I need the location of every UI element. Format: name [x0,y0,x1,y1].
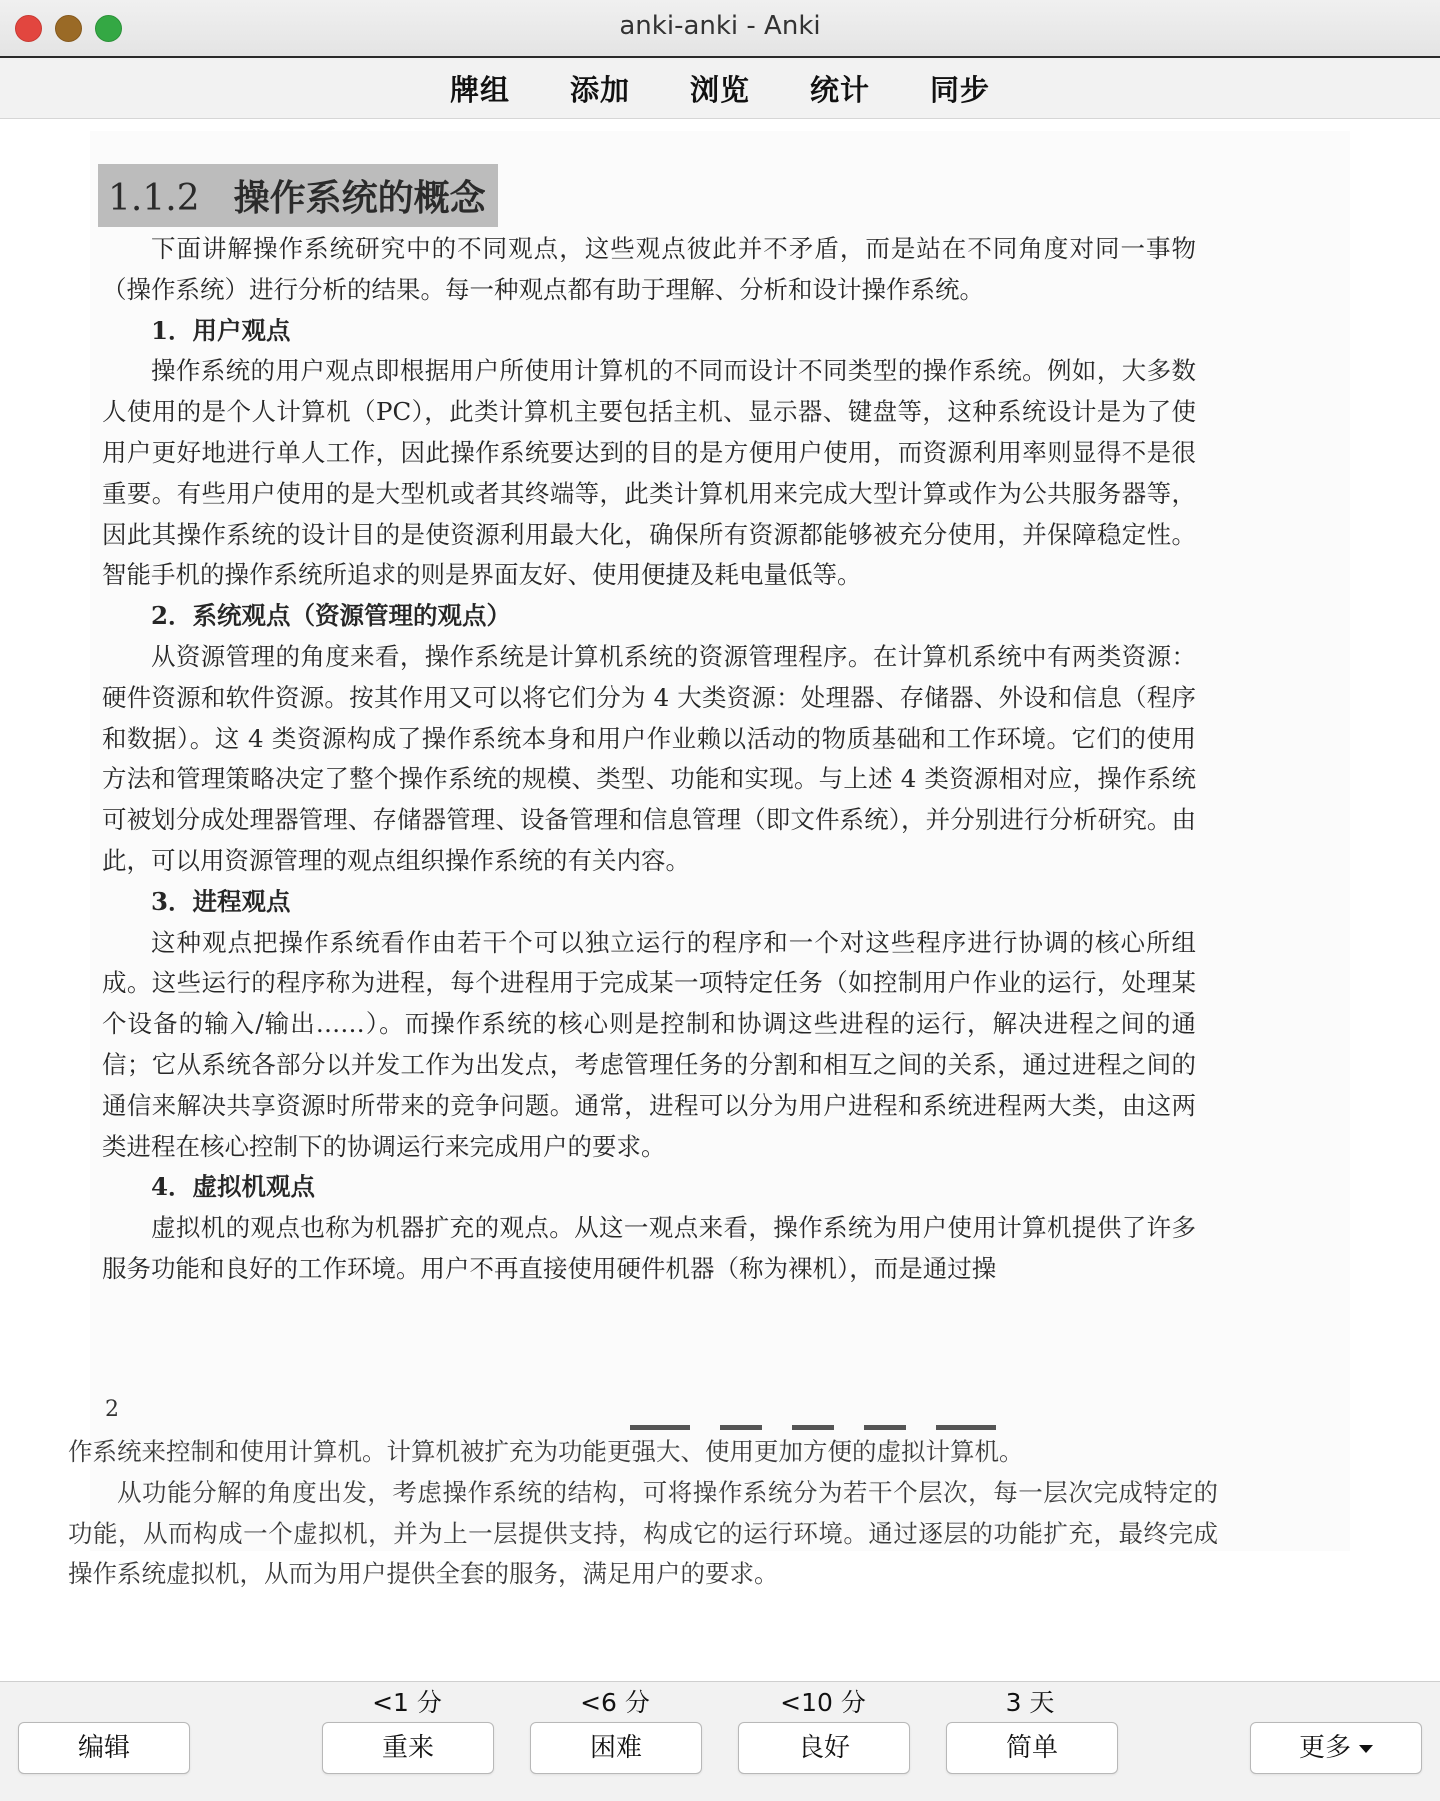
paragraph: 下面讲解操作系统研究中的不同观点，这些观点彼此并不矛盾，而是站在不同角度对同一事物（操作系统）进行分析的结果。每一种观点都有助于理解、分析和设计操作系统。 [102,234,1196,304]
nav-decks[interactable]: 牌组 [449,72,510,107]
nav-sync[interactable]: 同步 [930,72,991,107]
again-button[interactable]: 重来 [322,1722,494,1774]
paragraph: 从功能分解的角度出发，考虑操作系统的结构，可将操作系统分为若干个层次，每一层次完成特定的功能，从而构成一个虚拟机，并为上一层提供支持，构成它的运行环境。通过逐层的功能扩充，最终完成操作系统虚拟机，从而为用户提供全套的服务，满足用户的要求。 [68,1477,1218,1589]
easy-button[interactable]: 简单 [946,1722,1118,1774]
hard-button[interactable]: 困难 [530,1722,702,1774]
page-number: 2 [105,1397,119,1422]
edit-button[interactable]: 编辑 [18,1722,190,1774]
interval-easy: 3 天 [1005,1688,1055,1717]
more-button[interactable] [1250,1722,1422,1774]
card-content [0,119,1440,1680]
interval-hard: <6 分 [580,1688,650,1717]
section-title: 操作系统的概念 [233,177,486,219]
section-heading [98,164,498,227]
paragraph: 作系统来控制和使用计算机。计算机被扩充为功能更强大、使用更加方便的虚拟计算机。 [68,1437,1024,1466]
nav-stats[interactable]: 统计 [810,72,871,107]
page-body [102,229,1196,1290]
good-button[interactable]: 良好 [738,1722,910,1774]
answer-bar [0,1681,1440,1801]
subheading: 1．用户观点 [151,315,291,345]
nav-add[interactable]: 添加 [569,72,630,107]
interval-again: <1 分 [372,1688,442,1717]
subheading: 2．系统观点（资源管理的观点） [151,601,512,631]
chevron-down-icon [1359,1745,1373,1753]
paragraph: 从资源管理的角度来看，操作系统是计算机系统的资源管理程序。在计算机系统中有两类资源：硬件资源和软件资源。按其作用又可以将它们分为 4 大类资源：处理器、存储器、外设和信息（程序和数据）。这 4 类资源构成了操作系统本身和用户作业赖以活动的物质基础和工作环境。它们的使用方法和管理策略决定了整个操作系统的规模、类型、功能和实现。与上述 4 类资源相对应，操作系统可被划分成处理器管理、存储器管理、设备管理和信息管理（即文件系统），并分别进行分析研究。由此，可以用资源管理的观点组织操作系统的有关内容。 [102,641,1196,875]
nav-browse[interactable]: 浏览 [689,72,750,107]
paragraph: 虚拟机的观点也称为机器扩充的观点。从这一观点来看，操作系统为用户使用计算机提供了许多服务功能和良好的工作环境。用户不再直接使用硬件机器（称为裸机），而是通过操 [102,1213,1196,1283]
paragraph: 这种观点把操作系统看作由若干个可以独立运行的程序和一个对这些程序进行协调的核心所组成。这些运行的程序称为进程，每个进程用于完成某一项特定任务（如控制用户作业的运行，处理某个设备的输入/输出……）。而操作系统的核心则是控制和协调这些进程的运行，解决进程之间的通信；它从系统各部分以并发工作为出发点，考虑管理任务的分割和相互之间的关系，通过进程之间的通信来解决共享资源时所带来的竞争问题。通常，进程可以分为用户进程和系统进程两大类，由这两类进程在核心控制下的协调运行来完成用户的要求。 [102,927,1196,1161]
more-button-label: 更多 [1298,1733,1351,1763]
page-body-continued [68,1432,1218,1595]
interval-good: <10 分 [780,1688,866,1717]
page-footer-rule [630,1415,1230,1423]
top-nav [0,58,1440,119]
subheading: 4．虚拟机观点 [151,1172,316,1202]
window-title: anki-anki - Anki [619,11,821,41]
paragraph: 操作系统的用户观点即根据用户所使用计算机的不同而设计不同类型的操作系统。例如，大多数人使用的是个人计算机（PC），此类计算机主要包括主机、显示器、键盘等，这种系统设计是为了使用户更好地进行单人工作，因此操作系统要达到的目的是方便用户使用，而资源利用率则显得不是很重要。有些用户使用的是大型机或者其终端等，此类计算机用来完成大型计算或作为公共服务器等，因此其操作系统的设计目的是使资源利用最大化，确保所有资源都能够被充分使用，并保障稳定性。智能手机的操作系统所追求的则是界面友好、使用便捷及耗电量低等。 [102,356,1196,590]
subheading: 3．进程观点 [151,886,291,916]
section-number: 1.1.2 [108,178,200,219]
title-bar [0,0,1440,58]
